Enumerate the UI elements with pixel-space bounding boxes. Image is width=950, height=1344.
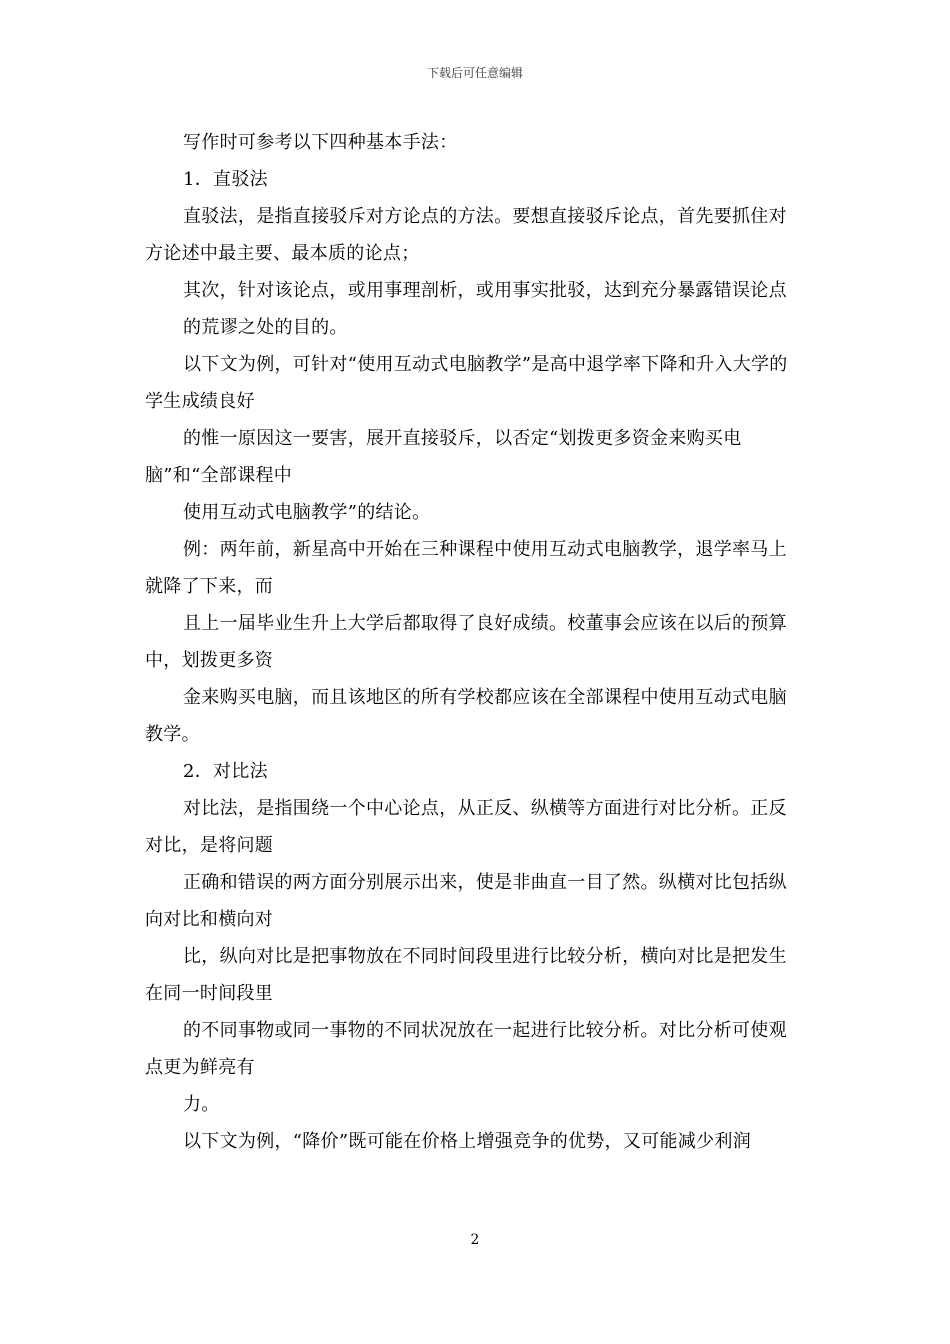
paragraph: 力。	[183, 1094, 220, 1115]
paragraph: 以下文为例，“降价”既可能在价格上增强竞争的优势，又可能减少利润	[183, 1131, 752, 1152]
page-header: 下载后可任意编辑	[426, 66, 523, 80]
paragraph: 且上一届毕业生升上大学后都取得了良好成绩。校董事会应该在以后的预算中，划拨更多资	[145, 613, 787, 671]
paragraph: 使用互动式电脑教学”的结论。	[183, 502, 431, 523]
paragraph: 的惟一原因这一要害，展开直接驳斥，以否定“划拨更多资金来购买电脑”和“全部课程中	[145, 428, 742, 486]
paragraph: 的不同事物或同一事物的不同状况放在一起进行比较分析。对比分析可使观点更为鲜亮有	[145, 1020, 787, 1078]
section-heading: 1．直驳法	[183, 169, 268, 190]
paragraph: 其次，针对该论点，或用事理剖析，或用事实批驳，达到充分暴露错误论点	[183, 280, 787, 301]
paragraph: 的荒谬之处的目的。	[183, 317, 348, 338]
paragraph: 对比法，是指围绕一个中心论点，从正反、纵横等方面进行对比分析。正反对比，是将问题	[145, 798, 787, 856]
document-body	[145, 124, 805, 1160]
paragraph: 写作时可参考以下四种基本手法：	[183, 132, 458, 153]
page-number: 2	[470, 1232, 480, 1248]
paragraph: 正确和错误的两方面分别展示出来，使是非曲直一目了然。纵横对比包括纵向对比和横向对	[145, 872, 787, 930]
paragraph: 例：两年前，新星高中开始在三种课程中使用互动式电脑教学，退学率马上就降了下来，而	[145, 539, 787, 597]
paragraph: 以下文为例，可针对“使用互动式电脑教学”是高中退学率下降和升入大学的学生成绩良好	[145, 354, 788, 412]
paragraph: 金来购买电脑，而且该地区的所有学校都应该在全部课程中使用互动式电脑教学。	[145, 687, 787, 745]
paragraph: 比，纵向对比是把事物放在不同时间段里进行比较分析，横向对比是把发生在同一时间段里	[145, 946, 787, 1004]
section-heading: 2．对比法	[183, 761, 268, 782]
paragraph: 直驳法，是指直接驳斥对方论点的方法。要想直接驳斥论点，首先要抓住对方论述中最主要、最本质的论点；	[145, 206, 787, 264]
